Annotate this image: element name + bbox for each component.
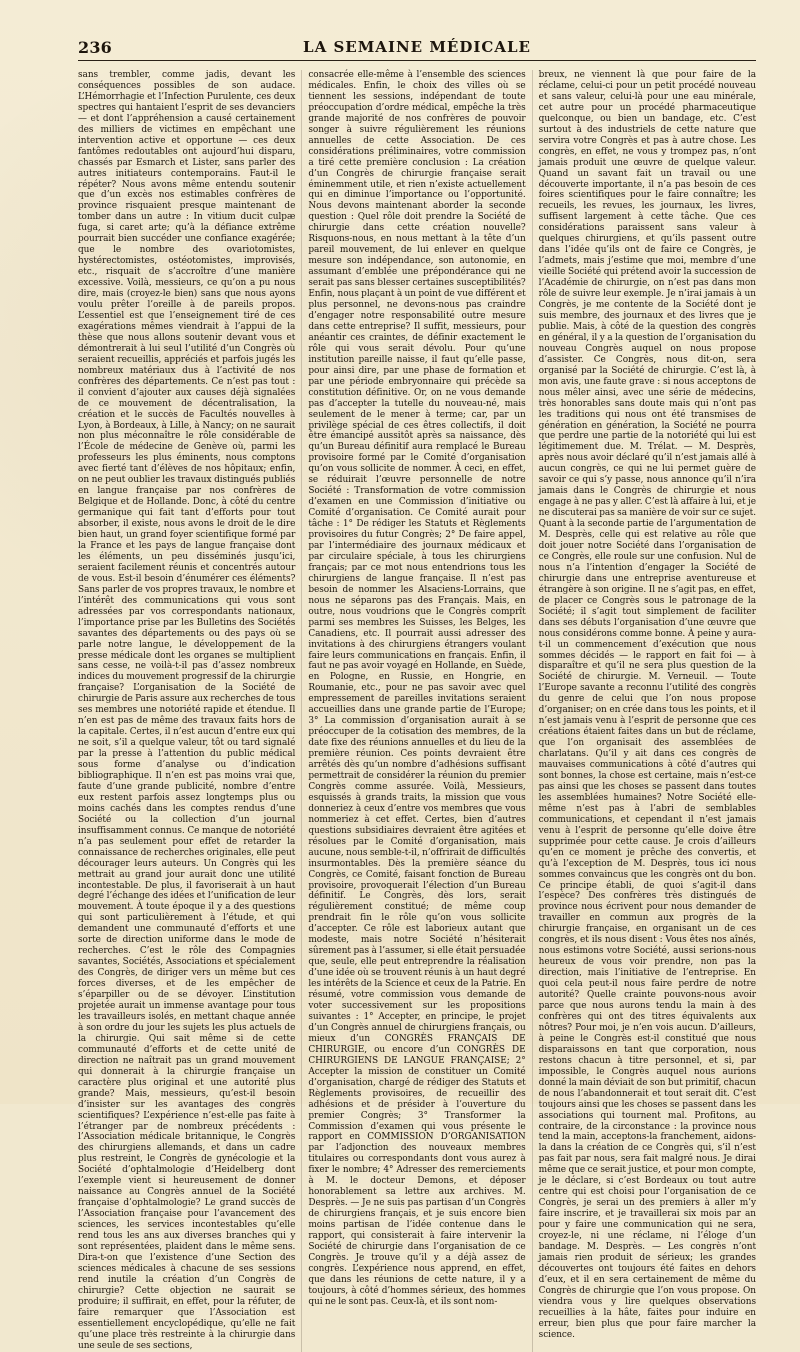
- article-column-right-text: breux, ne viennent là que pour faire de la réclame, celui-ci pour un petit procédé nouveau et sans valeur, celui-là pour une eau minérale, cet autre pour un procédé pharmaceutique quelconque, ou bien un bandage, etc. C’est surtout à des industriels de cette nature que servira votre Congrès et pas à autre chose. Les congrès, en effet, ne vous y trompez pas, n’ont jamais produit une œuvre de quelque valeur. Quand un savant fait un travail ou une découverte importante, il n’a pas besoin de ces foires scientifiques pour le faire connaître; les recueils, les revues, les journaux, les livres, suffisent largement à cette tâche. Que ces considérations paraissent sans valeur à quelques chirurgiens, et qu’ils passent outre dans l’idée qu’ils ont de faire ce Congrès, je l’admets, mais j’estime que moi, membre d’une vieille Société qui prétend avoir la succession de l’Académie de chirurgie, on n’est pas dans mon rôle de suivre leur exemple. Je n’irai jamais à un Congrès, je me contente de la Société dont je suis membre, des journaux et des livres que je publie. Mais, à côté de la question des congrès en général, il y a la question de l’organisation du nouveau Congrès auquel on nous propose d’assister. Ce Congrès, nous dit-on, sera organisé par la Société de chirurgie. C’est là, à mon avis, une faute grave : si nous acceptons de nous mêler ainsi, avec une série de médecins, très honorables sans doute mais qui n’ont pas les traditions qui nous ont été transmises de génération en génération, la Société ne pourra que perdre une partie de la notoriété qui lui est légitimement due. M. Trélat. — M. Desprès, après nous avoir déclaré qu’il n’est jamais allé à aucun congrès, ce qui ne lui permet guère de savoir ce qui s’y passe, nous annonce qu’il n’ira jamais dans le Congrès de chirurgie et nous engage à ne pas y aller. C’est là affaire à lui, et je ne discuterai pas sa manière de voir sur ce sujet. Quant à la seconde partie de l’argumentation de M. Desprès, celle qui est relative au rôle que doit jouer notre Société dans l’organisation de ce Congrès, elle roule sur une confusion. Nul de nous n’a l’intention d’engager la Société de chirurgie dans une entreprise aventureuse et étrangère à son origine. Il ne s’agit pas, en effet, de placer ce Congrès sous le patronage de la Société; il s’agit tout simplement de faciliter dans ses débuts l’organisation d’une œuvre que nous considérons comme bonne. À peine y aura-t-il un commencement d’exécution que nous sommes décidés — le rapport en fait foi — à disparaître et qu’il ne sera plus question de la Société de chirurgie. M. Verneuil. — Toute l’Europe savante a reconnu l’utilité des congrès du genre de celui que l’on nous propose d’organiser; on en crée dans tous les points, et il n’est jamais venu à l’esprit de personne que ces créations étaient faites dans un but de réclame, que l’on organisait des assemblées de charlatans. Qu’il y ait dans ces congrès de mauvaises communications à côté d’autres qui sont bonnes, la chose est certaine, mais n’est-ce pas ainsi que les choses se passent dans toutes les assemblées humaines? Notre Société elle-même n’est pas à l’abri de semblables communications, et cependant il n’est jamais venu à l’esprit de personne qu’elle doive être supprimée pour cette cause. Je crois d’ailleurs qu’en ce moment je prêche des convertis, et qu’à l’exception de M. Desprès, tous ici nous sommes convaincus que les congrès ont du bon. Ce principe établi, de quoi s’agit-il dans l’espèce? Des confrères très distingués de province nous écrivent pour nous demander de travailler en commun aux progrès de la chirurgie française, en organisant un de ces congrès, et ils nous disent : Vous êtes nos aînés, nous estimons votre Société, aussi serions-nous heureux de vous voir prendre, non pas la direction, mais l’initiative de l’entreprise. En quoi cela peut-il nous faire perdre de notre autorité? Quelle crainte pouvons-nous avoir parce que nous aurons tendu la main à des confrères qui ont des titres équivalents aux nôtres? Pour moi, je n’en vois aucun. D’ailleurs, à peine le Congrès est-il constitué que nous disparaissons en tant que corporation, nous restons chacun à titre personnel, et si, par impossible, le Congrès auquel nous aurions donné la main déviait de son but primitif, chacun de nous l’abandonnerait et tout serait dit. C’est toujours ainsi que les choses se passent dans les associations qui tournent mal. Profitons, au contraire, de la circonstance : la province nous tend la main, acceptons-la franchement, aidons-la dans la création de ce Congrès qui, s’il n’est pas fait par nous, sera fait malgré nous. Je dirai même que ce serait justice, et pour mon compte, je le déclare, si c’est Bordeaux ou tout autre centre qui est choisi pour l’organisation de ce Congrès, je serai un des premiers à aller m’y faire inscrire, et je travaillerai six mois par an pour y faire une communication qui ne sera, croyez-le, ni une réclame, ni l’éloge d’un bandage. M. Desprès. — Les congrès n’ont jamais rien produit de sérieux; les grandes découvertes ont toujours été faites en dehors d’eux, et il en sera certainement de même du Congrès de chirurgie que l’on vous propose. On viendra vous y lire quelques observations recueillies à la hâte, faites pour induire en erreur, bien plus que pour faire marcher la science.: [538, 70, 756, 1340]
- journal-title: LA SEMAINE MÉDICALE: [303, 38, 531, 56]
- article-column-middle-text: consacrée elle-même à l’ensemble des sciences médicales. Enfin, le choix des villes où se tiennent les sessions, indépendant de toute préoccupation d’ordre médical, empêche la très grande majorité de nos confrères de pouvoir songer à suivre régulièrement les réunions annuelles de cette Association. De ces considérations préliminaires, votre commission a tiré cette première conclusion : La création d’un Congrès de chirurgie française serait éminemment utile, et rien n’existe actuellement qui en diminue l’importance ou l’opportunité. Nous devons maintenant aborder la seconde question : Quel rôle doit prendre la Société de chirurgie dans cette création nouvelle? Risquons-nous, en nous mettant à la tête d’un pareil mouvement, de lui enlever en quelque mesure son indépendance, son autonomie, en assumant d’emblée une prépondérance qui ne serait pas sans blesser certaines susceptibilités? Enfin, nous plaçant à un point de vue différent et plus personnel, ne devons-nous pas craindre d’engager notre responsabilité outre mesure dans cette entreprise? Il suffit, messieurs, pour anéantir ces craintes, de définir exactement le rôle qui vous serait dévolu. Pour qu’une institution pareille naisse, il faut qu’elle passe, pour ainsi dire, par une phase de formation et par une période embryonnaire qui précède sa constitution définitive. Or, on ne vous demande pas d’accepter la tutelle du nouveau-né, mais seulement de le mener à terme; car, par un privilège spécial de ces êtres collectifs, il doit être émancipé aussitôt après sa naissance, dès qu’un Bureau définitif aura remplacé le Bureau provisoire formé par le Comité d’organisation qu’on vous sollicite de nommer. À ceci, en effet, se réduirait l’œuvre personnelle de notre Société : Transformation de votre commission d’examen en une Commission d’initiative ou Comité d’organisation. Ce Comité aurait pour tâche : 1° De rédiger les Statuts et Règlements provisoires du futur Congrès; 2° De faire appel, par l’intermédiaire des journaux médicaux et par circulaire spéciale, à tous les chirurgiens français; par ce mot nous entendrions tous les chirurgiens de langue française. Il n’est pas besoin de nommer les Alsaciens-Lorrains, que nous ne séparons pas des Français. Mais, en outre, nous voudrions que le Congrès comprît parmi ses membres les Suisses, les Belges, les Canadiens, etc. Il pourrait aussi adresser des invitations à des chirurgiens étrangers voulant faire leurs communications en français. Enfin, il faut ne pas avoir voyagé en Hollande, en Suède, en Pologne, en Russie, en Hongrie, en Roumanie, etc., pour ne pas savoir avec quel empressement de pareilles invitations seraient accueillies dans une grande partie de l’Europe; 3° La commission d’organisation aurait à se préoccuper de la cotisation des membres, de la date fixe des réunions annuelles et du lieu de la première réunion. Ces points devraient être arrêtés dès qu’un nombre d’adhésions suffisant permettrait de considérer la réunion du premier Congrès comme assurée. Voilà, Messieurs, esquissés à grands traits, la mission que vous donneriez à ceux d’entre vos membres que vous nommeriez à cet effet. Certes, bien d’autres questions subsidiaires devraient être agitées et résolues par le Comité d’organisation, mais aucune, nous semble-t-il, n’offrirait de difficultés insurmontables. Dès la première séance du Congrès, ce Comité, faisant fonction de Bureau provisoire, provoquerait l’élection d’un Bureau définitif. Le Congrès, dès lors, serait régulièrement constitué; de même coup prendrait fin le rôle qu’on vous sollicite d’accepter. Ce rôle est laborieux autant que modeste, mais notre Société n’hésiterait sûrement pas à l’assumer, si elle était persuadée que, seule, elle peut entreprendre la réalisation d’une idée où se trouvent réunis à un haut degré les intérêts de la Science et ceux de la Patrie. En résumé, votre commission vous demande de voter successivement sur les propositions suivantes : 1° Accepter, en principe, le projet d’un Congrès annuel de chirurgiens français, ou mieux d’un CONGRÈS FRANÇAIS DE CHIRURGIE, ou encore d’un CONGRÈS DE CHIRURGIENS DE LANGUE FRANÇAISE; 2° Accepter la mission de constituer un Comité d’organisation, chargé de rédiger des Statuts et Règlements provisoires, de recueillir des adhésions et de présider à l’ouverture du premier Congrès; 3° Transformer la Commission d’examen qui vous présente le rapport en COMMISSION D’ORGANISATION par l’adjonction des nouveaux membres titulaires ou correspondants dont vous aurez à fixer le nombre; 4° Adresser des remerciements à M. le docteur Demons, et déposer honorablement sa lettre aux archives. M. Desprès. — Je ne suis pas partisan d’un Congrès de chirurgiens français, et je suis encore bien moins partisan de l’idée contenue dans le rapport, qui consisterait à faire intervenir la Société de chirurgie dans l’organisation de ce Congrès. Je trouve qu’il y a déjà assez de congrès. L’expérience nous apprend, en effet, que dans les réunions de cette nature, il y a toujours, à côté d’hommes sérieux, des hommes qui ne le sont pas. Ceux-là, et ils sont nom-: [308, 70, 526, 1307]
- page-header: [78, 38, 756, 61]
- page-number: 236: [78, 38, 112, 57]
- article-column-left-text: sans trembler, comme jadis, devant les conséquences possibles de son audace. L’Hémorrhagie et l’Infection Purulente, ces deux spectres qui hantaient l’esprit de ses devanciers — et dont l’appréhension a causé certainement des milliers de victimes en empêchant une intervention active et opportune — ces deux fantômes redoutables ont aujourd’hui disparu, chassés par Esmarch et Lister, sans parler des autres initiateurs contemporains. Faut-il le répéter? Nous avons même entendu soutenir que d’un excès nos estimables confrères de province risquaient presque maintenant de tomber dans un autre : In vitium ducit culpæ fuga, si caret arte; qu’à la défiance extrême pourrait bien succéder une confiance exagérée; que le nombre des ovariotomistes, hystérectomistes, ostéotomistes, improvisés, etc., risquait de s’accroître d’une manière excessive. Voilà, messieurs, ce qu’on a pu nous dire, mais (croyez-le bien) sans que nous ayons voulu prêter l’oreille à de pareils propos. L’essentiel est que l’enseignement tiré de ces exagérations mêmes viendrait à l’appui de la thèse que nous allons soutenir devant vous et démontrerait à lui seul l’utilité d’un Congrès où seraient recueillis, appréciés et parfois jugés les nombreux matériaux dus à l’activité de nos confrères des départements. Ce n’est pas tout : il convient d’ajouter aux causes déjà signalées de ce mouvement de décentralisation, la création et le succès de Facultés nouvelles à Lyon, à Bordeaux, à Lille, à Nancy; on ne saurait non plus méconnaître le rôle considérable de l’École de médecine de Genève où, parmi les professeurs les plus éminents, nous comptons avec fierté tant d’élèves de nos hôpitaux; enfin, on ne peut oublier les travaux distingués publiés en langue française par nos confrères de Belgique et de Hollande. Donc, à côté du centre germanique qui fait tant d’efforts pour tout absorber, il existe, nous avons le droit de le dire bien haut, un grand foyer scientifique formé par la France et les pays de langue française dont les éléments, un peu disséminés jusqu’ici, seraient facilement réunis et concentrés autour de vous. Est-il besoin d’énumérer ces éléments? Sans parler de vos propres travaux, le nombre et l’intérêt des communications qui vous sont adressées par vos correspondants nationaux, l’importance prise par les Bulletins des Sociétés savantes des départements ou des pays où se parle notre langue, le développement de la presse médicale dont les organes se multiplient sans cesse, ne voilà-t-il pas d’assez nombreux indices du mouvement progressif de la chirurgie française? L’organisation de la Société de chirurgie de Paris assure aux recherches de tous ses membres une notoriété rapide et étendue. Il n’en est pas de même des travaux faits hors de la capitale. Certes, il n’est aucun d’entre eux qui ne soit, s’il a quelque valeur, tôt ou tard signalé par la presse à l’attention du public médical sous forme d’analyse ou d’indication bibliographique. Il n’en est pas moins vrai que, faute d’une grande publicité, nombre d’entre eux restent parfois assez longtemps plus ou moins cachés dans les comptes rendus d’une Société ou la collection d’un journal insuffisamment connus. Ce manque de notoriété n’a pas seulement pour effet de retarder la connaissance de recherches originales, elle peut décourager leurs auteurs. Un Congrès qui les mettrait au grand jour aurait donc une utilité incontestable. De plus, il favoriserait à un haut degré l’échange des idées et l’unification de leur mouvement. À toute époque il y a des questions qui sont particulièrement à l’étude, et qui demandent une communauté d’efforts et une sorte de direction uniforme dans le mode de recherches. C’est le rôle des Compagnies savantes, Sociétés, Associations et spécialement des Congrès, de diriger vers un même but ces forces diverses, et de les empêcher de s’éparpiller ou de se dévoyer. L’institution projetée aurait un immense avantage pour tous les travailleurs isolés, en mettant chaque année à son ordre du jour les sujets les plus actuels de la chirurgie. Qui sait même si de cette communauté d’efforts et de cette unité de direction ne naîtrait pas un grand mouvement qui donnerait à la chirurgie française un caractère plus original et une autorité plus grande? Mais, messieurs, qu’est-il besoin d’insister sur les avantages des congrès scientifiques? L’expérience n’est-elle pas faite à l’étranger par de nombreux précédents : l’Association médicale britannique, le Congrès des chirurgiens allemands, et dans un cadre plus restreint, le Congrès de gynécologie et la Société d’ophtalmologie d’Heidelberg dont l’exemple vient si heureusement de donner naissance au Congrès annuel de la Société française d’ophtalmologie? Le grand succès de l’Association française pour l’avancement des sciences, les services incontestables qu’elle rend tous les ans aux diverses branches qui y sont représentées, plaident dans le même sens. Dira-t-on que l’existence d’une Section des sciences médicales à chacune de ses sessions rend inutile la création d’un Congrès de chirurgie? Cette objection ne saurait se produire; il suffirait, en effet, pour la réfuter, de faire remarquer que l’Association est essentiellement encyclopédique, qu’elle ne fait qu’une place très restreinte à la chirurgie dans une seule de ses sections,: [78, 70, 296, 1351]
- article-column-left: [78, 70, 295, 1352]
- article-column-right: [539, 70, 756, 1352]
- article-columns: [78, 70, 756, 1351]
- article-column-middle: [308, 70, 525, 1352]
